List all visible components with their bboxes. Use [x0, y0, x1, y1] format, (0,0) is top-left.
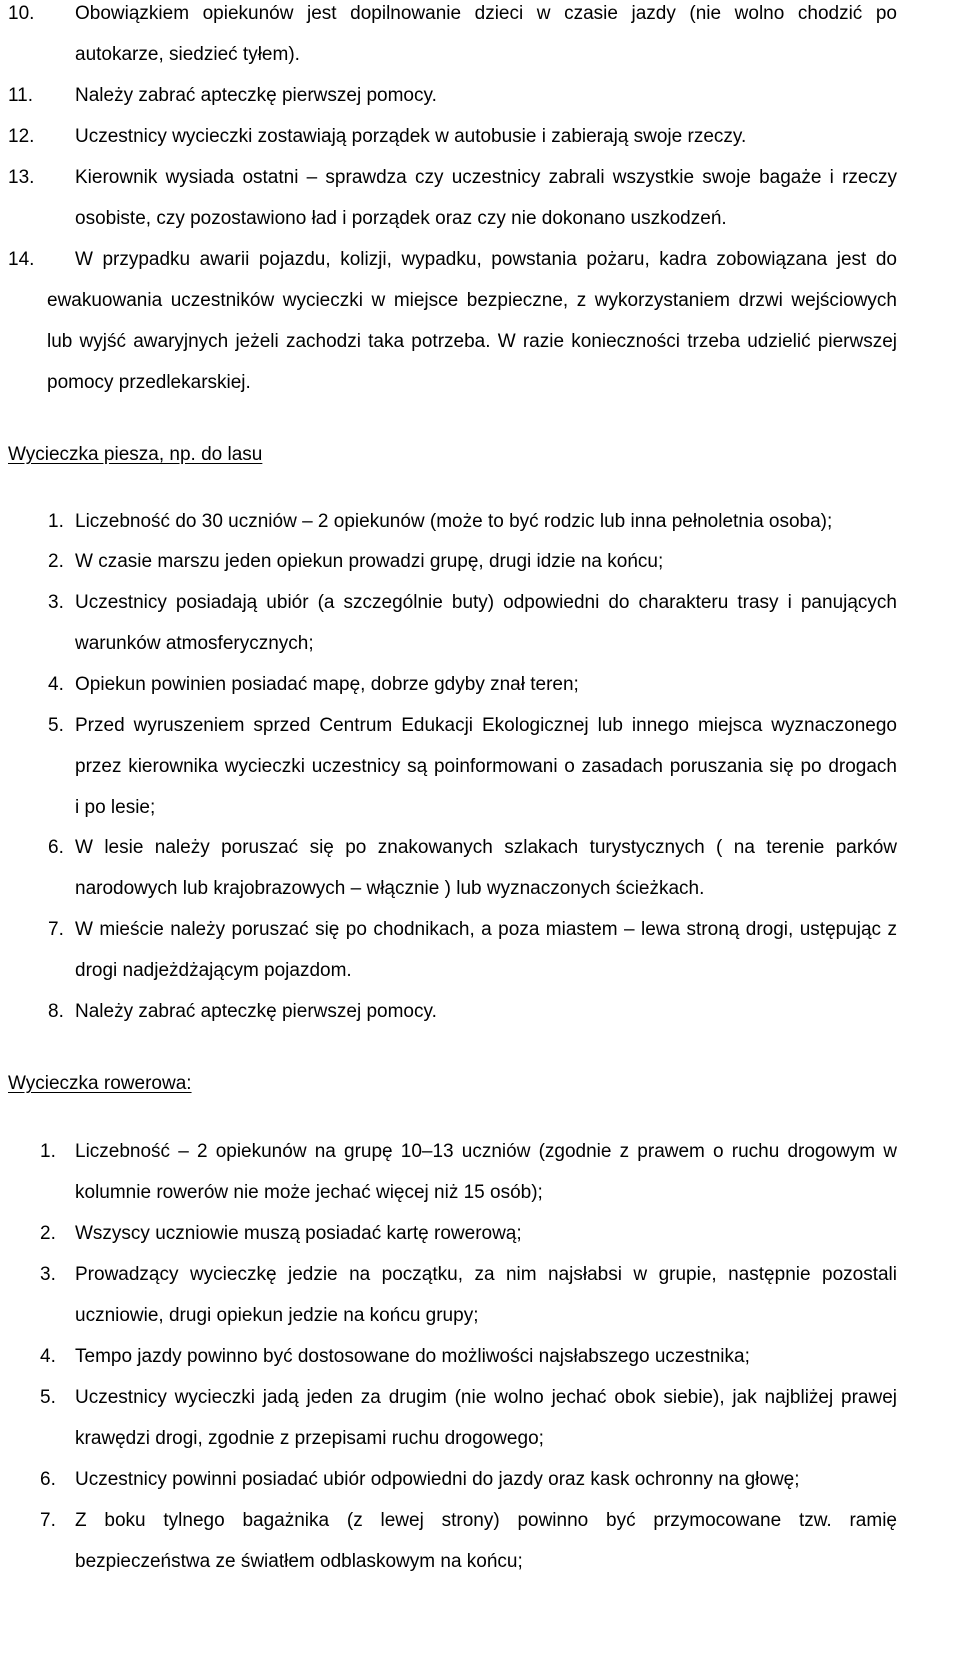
item-text: Obowiązkiem opiekunów jest dopilnowanie dzieci w czasie jazdy (nie wolno chodzić po	[75, 3, 897, 24]
item-text: bezpieczeństwa ze światłem odblaskowym na końcu;	[75, 1551, 523, 1572]
item-number: 13.	[8, 167, 35, 188]
item-text: Przed wyruszeniem sprzed Centrum Edukacji Ekologicznej lub innego miejsca wyznaczonego	[75, 715, 897, 736]
item-number: 4.	[48, 674, 64, 695]
item-text: Uczestnicy wycieczki jadą jeden za drugim (nie wolno jechać obok siebie), jak najbliżej prawej	[75, 1387, 897, 1408]
item-text: lub wyjść awaryjnych jeżeli zachodzi taka potrzeba. W razie konieczności trzeba udzielić pierwszej	[47, 331, 897, 352]
item-text: Wszyscy uczniowie muszą posiadać kartę rowerową;	[75, 1223, 522, 1244]
item-text: Prowadzący wycieczkę jedzie na początku, za nim najsłabsi w grupie, następnie pozostali	[75, 1264, 897, 1285]
item-text: ewakuowania uczestników wycieczki w miejsce bezpieczne, z wykorzystaniem drzwi wejściowych	[47, 290, 897, 311]
item-text: Z boku tylnego bagażnika (z lewej strony) powinno być przymocowane tzw. ramię	[75, 1510, 897, 1531]
item-text: Tempo jazdy powinno być dostosowane do możliwości najsłabszego uczestnika;	[75, 1346, 750, 1367]
item-number: 7.	[40, 1510, 56, 1531]
item-text: przez kierownika wycieczki uczestnicy są poinformowani o zasadach poruszania się po drogach	[75, 756, 897, 777]
item-text: drogi nadjeżdżającym pojazdom.	[75, 960, 352, 981]
section-heading: Wycieczka rowerowa:	[8, 1073, 192, 1094]
item-text: i po lesie;	[75, 797, 156, 818]
item-number: 6.	[40, 1469, 56, 1490]
item-text: autokarze, siedzieć tyłem).	[75, 44, 300, 65]
item-number: 11.	[8, 85, 34, 106]
item-text: krawędzi drogi, zgodnie z przepisami ruchu drogowego;	[75, 1428, 544, 1449]
item-text: narodowych lub krajobrazowych – włącznie ) lub wyznaczonych ścieżkach.	[75, 878, 705, 899]
item-number: 3.	[40, 1264, 56, 1285]
item-text: W czasie marszu jeden opiekun prowadzi grupę, drugi idzie na końcu;	[75, 551, 664, 572]
item-number: 6.	[48, 837, 64, 858]
item-number: 14.	[8, 249, 35, 270]
item-number: 2.	[40, 1223, 56, 1244]
item-text: osobiste, czy pozostawiono ład i porządek oraz czy nie dokonano uszkodzeń.	[75, 208, 727, 229]
item-text: Uczestnicy wycieczki zostawiają porządek w autobusie i zabierają swoje rzeczy.	[75, 126, 747, 147]
item-text: W lesie należy poruszać się po znakowanych szlakach turystycznych ( na terenie parków	[75, 837, 897, 858]
item-text: W przypadku awarii pojazdu, kolizji, wypadku, powstania pożaru, kadra zobowiązana jest do	[75, 249, 897, 270]
item-text: Opiekun powinien posiadać mapę, dobrze gdyby znał teren;	[75, 674, 579, 695]
item-text: W mieście należy poruszać się po chodnikach, a poza miastem – lewa stroną drogi, ustępując z	[75, 919, 897, 940]
item-text: warunków atmosferycznych;	[75, 633, 314, 654]
item-number: 5.	[40, 1387, 56, 1408]
item-text: Należy zabrać apteczkę pierwszej pomocy.	[75, 1001, 437, 1022]
item-number: 1.	[40, 1141, 56, 1162]
item-text: Kierownik wysiada ostatni – sprawdza czy uczestnicy zabrali wszystkie swoje bagaże i rzeczy	[75, 167, 897, 188]
item-number: 7.	[48, 919, 64, 940]
item-number: 4.	[40, 1346, 56, 1367]
item-number: 10.	[8, 3, 35, 24]
item-number: 5.	[48, 715, 64, 736]
item-text: pomocy przedlekarskiej.	[47, 372, 251, 393]
item-text: kolumnie rowerów nie może jechać więcej niż 15 osób);	[75, 1182, 543, 1203]
item-text: uczniowie, drugi opiekun jedzie na końcu grupy;	[75, 1305, 479, 1326]
item-text: Uczestnicy posiadają ubiór (a szczególnie buty) odpowiedni do charakteru trasy i panujących	[75, 592, 897, 613]
item-number: 12.	[8, 126, 35, 147]
item-number: 1.	[48, 511, 64, 532]
item-number: 8.	[48, 1001, 64, 1022]
item-text: Uczestnicy powinni posiadać ubiór odpowiedni do jazdy oraz kask ochronny na głowę;	[75, 1469, 800, 1490]
item-number: 2.	[48, 551, 64, 572]
item-text: Należy zabrać apteczkę pierwszej pomocy.	[75, 85, 437, 106]
item-text: Liczebność do 30 uczniów – 2 opiekunów (może to być rodzic lub inna pełnoletnia osoba);	[75, 511, 833, 532]
item-number: 3.	[48, 592, 64, 613]
item-text: Liczebność – 2 opiekunów na grupę 10–13 uczniów (zgodnie z prawem o ruchu drogowym w	[75, 1141, 897, 1162]
section-heading: Wycieczka piesza, np. do lasu	[8, 444, 263, 465]
